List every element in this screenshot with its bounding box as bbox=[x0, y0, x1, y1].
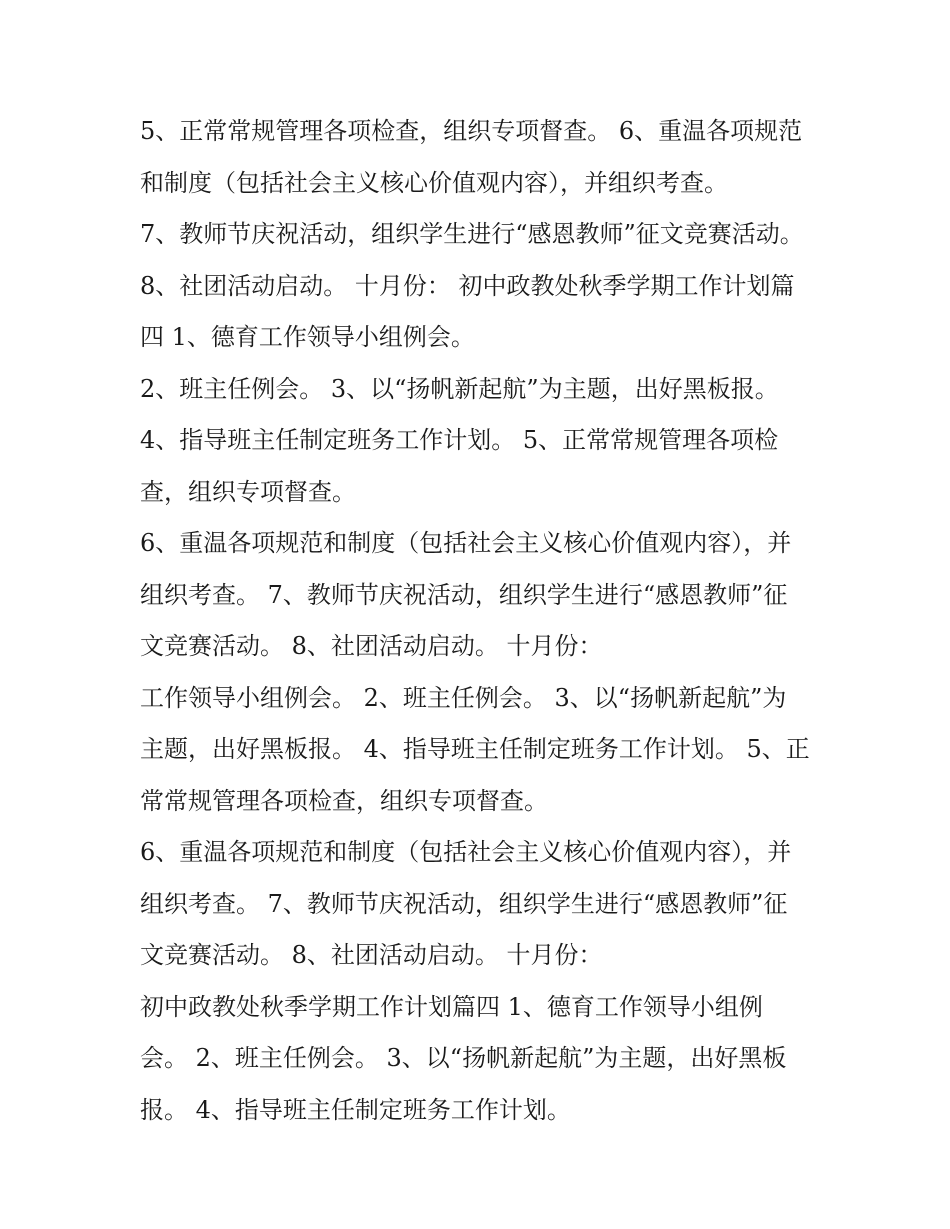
paragraph-4: 4、指导班主任制定班务工作计划。 5、正常常规管理各项检查，组织专项督查。 bbox=[140, 426, 779, 506]
paragraph-8: 初中政教处秋季学期工作计划篇四 1、德育工作领导小组例会。 2、班主任例会。 3、以“扬帆新起航”为主题，出好黑板报。 4、指导班主任制定班务工作计划。 bbox=[140, 992, 787, 1124]
paragraph-6: 工作领导小组例会。 2、班主任例会。 3、以“扬帆新起航”为主题，出好黑板报。 4、指导班主任制定班务工作计划。 5、正常常规管理各项检查，组织专项督查。 bbox=[140, 683, 810, 815]
paragraph-2: 7、教师节庆祝活动，组织学生进行“感恩教师”征文竞赛活动。 8、社团活动启动。 十月份： 初中政教处秋季学期工作计划篇四 1、德育工作领导小组例会。 bbox=[140, 220, 804, 351]
document-body bbox=[140, 106, 810, 1136]
paragraph-5: 6、重温各项规范和制度（包括社会主义核心价值观内容），并组织考查。 7、教师节庆祝活动，组织学生进行“感恩教师”征文竞赛活动。 8、社团活动启动。 十月份： bbox=[140, 529, 792, 660]
paragraph-1: 5、正常常规管理各项检查，组织专项督查。 6、重温各项规范和制度（包括社会主义核心价值观内容），并组织考查。 bbox=[140, 117, 803, 197]
paragraph-7: 6、重温各项规范和制度（包括社会主义核心价值观内容），并组织考查。 7、教师节庆祝活动，组织学生进行“感恩教师”征文竞赛活动。 8、社团活动启动。 十月份： bbox=[140, 838, 792, 969]
paragraph-3: 2、班主任例会。 3、以“扬帆新起航”为主题，出好黑板报。 bbox=[140, 374, 779, 403]
